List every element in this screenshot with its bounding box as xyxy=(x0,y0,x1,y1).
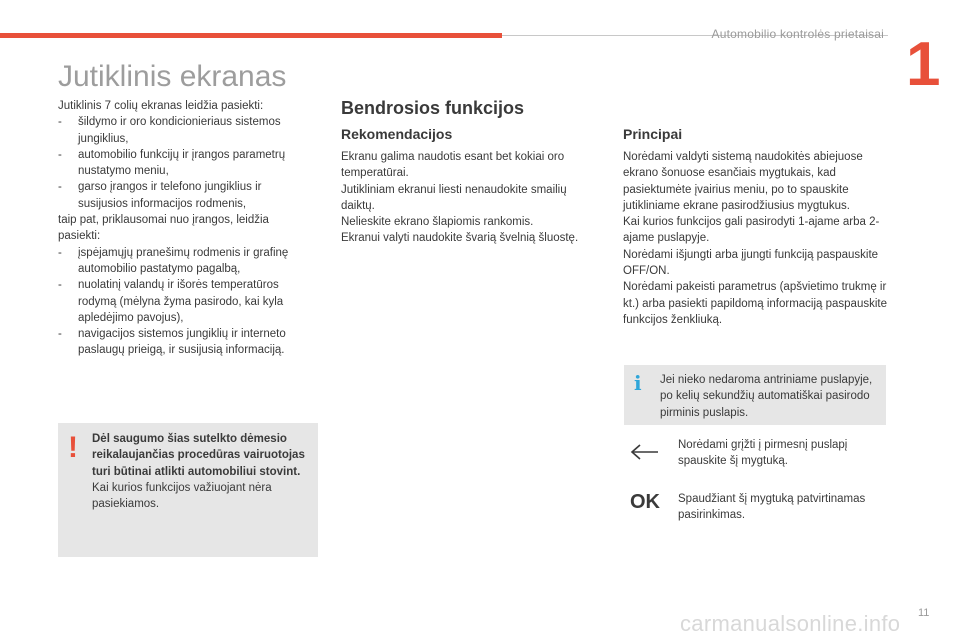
recommendations-text xyxy=(341,149,603,247)
text-line: Norėdami valdyti sistemą naudokitės abiejuose ekrano šonuose esančiais mygtukais, kad pasiektumėte įvairius meniu, po to spauskite jutikliniame ekrane pasirodžiusius mygtukus. xyxy=(623,151,863,212)
info-icon: i xyxy=(634,371,642,395)
ok-icon: OK xyxy=(630,491,660,513)
list-item: - navigacijos sistemos jungiklių ir interneto paslaugų prieigą, ir susijusią informaciją. xyxy=(58,326,314,359)
list-item: - automobilio funkcijų ir įrangos parametrų nustatymo meniu, xyxy=(58,147,314,180)
top-accent-bar xyxy=(0,33,502,38)
text-line: Norėdami išjungti arba įjungti funkciją paspauskite OFF/ON. xyxy=(623,248,879,278)
page-number: 11 xyxy=(918,607,930,619)
text-line: Norėdami pakeisti parametrus (apšvietimo trukmę ir kt.) arba pasiekti papildomą informaciją paspauskite funkcijos ženkliuką. xyxy=(623,281,887,326)
text-line: Ekranu galima naudotis esant bet kokiai oro temperatūrai. xyxy=(341,151,565,180)
section-title: Bendrosios funkcijos xyxy=(341,98,525,118)
recommendations-title: Rekomendacijos xyxy=(341,126,453,142)
text-line: Ekranui valyti naudokite švarią švelnią šluostę. xyxy=(341,232,579,245)
back-description: Norėdami grįžti į pirmesnį puslapį spauskite šį mygtuką. xyxy=(678,439,848,468)
list-item: - įspėjamųjų pranešimų rodmenis ir grafinę automobilio pastatymo pagalbą, xyxy=(58,245,314,278)
intro-list-1 xyxy=(58,114,314,212)
chapter-number: 1 xyxy=(906,30,941,99)
text-line: Nelieskite ekrano šlapiomis rankomis. xyxy=(341,216,534,229)
list-item: - garso įrangos ir telefono jungiklius ir susijusios informacijos rodmenis, xyxy=(58,179,314,212)
intro-column xyxy=(58,98,314,359)
warning-text xyxy=(92,431,310,512)
intro-list-2 xyxy=(58,245,314,359)
ok-description: Spaudžiant šį mygtuką patvirtinamas pasirinkimas. xyxy=(678,493,866,522)
warning-note: Kai kurios funkcijos važiuojant nėra pasiekiamos. xyxy=(92,481,272,511)
text-line: Jutikliniam ekranui liesti nenaudokite smailių daiktų. xyxy=(341,183,567,212)
intro-lead: Jutiklinis 7 colių ekranas leidžia pasiekti: xyxy=(58,100,264,112)
list-item: - šildymo ir oro kondicionieriaus sistemos jungiklius, xyxy=(58,114,314,147)
principles-text xyxy=(623,149,888,328)
principles-title: Principai xyxy=(623,126,683,142)
watermark: carmanualsonline.info xyxy=(680,611,901,636)
warning-box xyxy=(58,423,318,557)
warning-bold: Dėl saugumo šias sutelkto dėmesio reikalaujančias procedūras vairuotojas turi būtinai atlikti automobiliui stovint. xyxy=(92,433,305,478)
list-item: - nuolatinį valandų ir išorės temperatūros rodymą (mėlyna žyma pasirodo, kai kyla apledėjimo pavojus), xyxy=(58,277,314,326)
intro-middle: taip pat, priklausomai nuo įrangos, leidžia pasiekti: xyxy=(58,214,269,243)
page-title: Jutiklinis ekranas xyxy=(58,60,287,93)
back-arrow-icon xyxy=(628,442,664,462)
info-box xyxy=(624,365,886,425)
exclamation-icon: ! xyxy=(68,431,78,464)
info-text: Jei nieko nedaroma antriniame puslapyje, po kelių sekundžių automatiškai pasirodo pirminis puslapis. xyxy=(660,374,873,419)
chapter-title: Automobilio kontrolės prietaisai xyxy=(711,27,884,41)
text-line: Kai kurios funkcijos gali pasirodyti 1-ajame arba 2-ajame puslapyje. xyxy=(623,216,880,245)
